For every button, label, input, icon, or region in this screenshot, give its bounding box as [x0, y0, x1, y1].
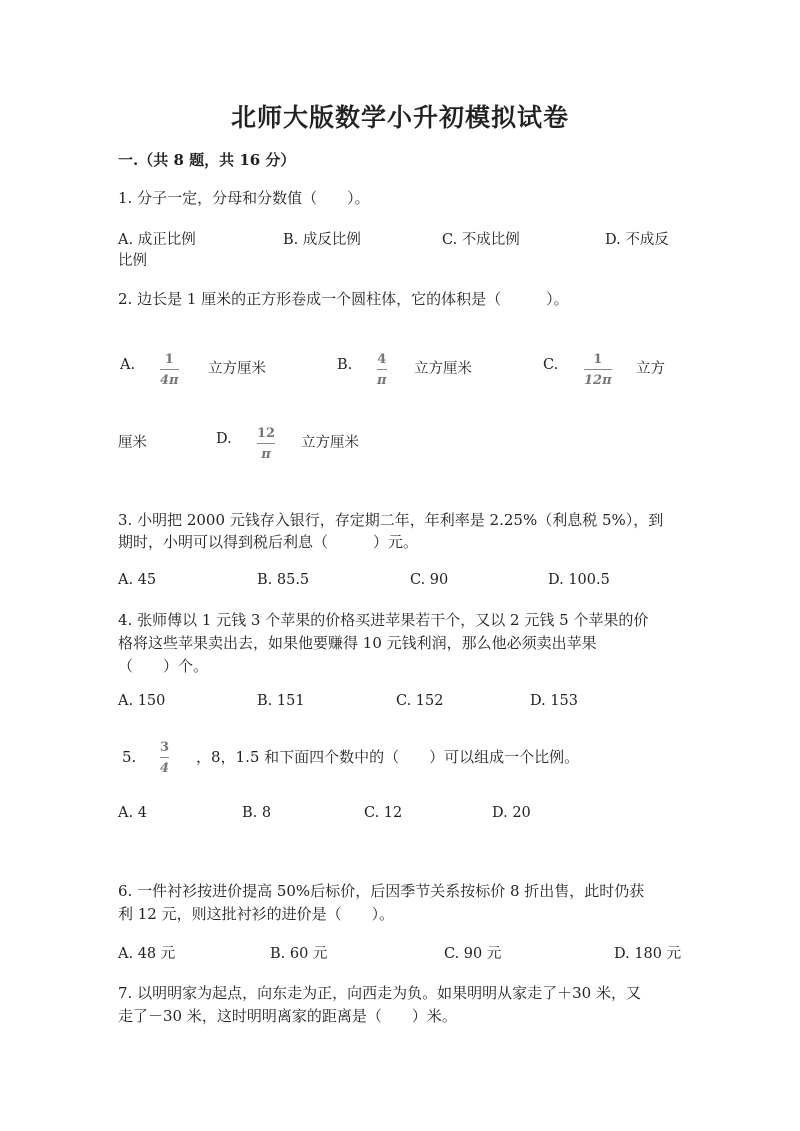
q6-option-d: D. 180 元: [614, 946, 682, 962]
question-4-line-3: （ ）个。: [118, 657, 209, 675]
question-1-text: 1. 分子一定，分母和分数值（ ）。: [118, 189, 370, 207]
fraction-denominator: π: [377, 373, 387, 388]
q5-option-d: D. 20: [492, 805, 531, 821]
q1-option-c: C. 不成比例: [442, 232, 520, 248]
q4-option-a: A. 150: [118, 693, 166, 709]
q4-option-d: D. 153: [530, 693, 579, 709]
question-3-line-1: 3. 小明把 2000 元钱存入银行，存定期二年，年利率是 2.25%（利息税 5%），到: [118, 511, 664, 529]
q4-option-c: C. 152: [396, 693, 444, 709]
fraction-denominator: 12π: [584, 373, 612, 388]
q3-option-b: B. 85.5: [257, 572, 310, 588]
q2-option-b-unit: 立方厘米: [414, 361, 472, 377]
q5-option-b: B. 8: [242, 805, 272, 821]
q2-option-a-label: A.: [120, 357, 136, 373]
fraction-denominator: 4π: [160, 373, 179, 388]
q1-option-b: B. 成反比例: [283, 232, 361, 248]
q2-option-c-unit: 立方: [636, 361, 665, 377]
question-7-line-1: 7. 以明明家为起点，向东走为正，向西走为负。如果明明从家走了＋30 米，又: [118, 984, 641, 1002]
fraction-numerator: 3: [160, 740, 170, 755]
q4-option-b: B. 151: [257, 693, 305, 709]
question-6-line-2: 利 12 元，则这批衬衫的进价是（ ）。: [118, 905, 395, 923]
page-title: 北师大版数学小升初模拟试卷: [230, 103, 569, 132]
question-5-label: 5.: [122, 748, 137, 766]
q5-fraction: [160, 740, 169, 776]
q2-option-b-fraction: [377, 352, 387, 388]
fraction-numerator: 1: [593, 352, 603, 367]
q1-option-d-wrap: 比例: [118, 253, 147, 269]
q6-option-a: A. 48 元: [118, 946, 176, 962]
q2-option-c-label: C.: [543, 357, 559, 373]
fraction-numerator: 12: [257, 426, 276, 441]
q2-option-c-wrap: 厘米: [118, 435, 147, 451]
q6-option-b: B. 60 元: [270, 946, 328, 962]
fraction-numerator: 4: [377, 352, 387, 367]
q2-option-a-unit: 立方厘米: [208, 361, 266, 377]
fraction-numerator: 1: [164, 352, 174, 367]
q2-option-d-label: D.: [216, 431, 232, 447]
section-heading: 一.（共 8 题，共 16 分）: [118, 151, 296, 169]
q3-option-d: D. 100.5: [548, 572, 610, 588]
fraction-bar: [257, 443, 275, 444]
question-3-line-2: 期时，小明可以得到税后利息（ ）元。: [118, 533, 419, 551]
fraction-denominator: π: [261, 447, 271, 462]
question-2-text: 2. 边长是 1 厘米的正方形卷成一个圆柱体，它的体积是（ ）。: [118, 290, 569, 308]
q2-option-b-label: B.: [337, 357, 353, 373]
q2-option-c-fraction: [584, 352, 612, 388]
q5-option-a: A. 4: [118, 805, 147, 821]
q3-option-a: A. 45: [118, 572, 157, 588]
q1-option-d: D. 不成反: [605, 232, 669, 248]
q5-option-c: C. 12: [364, 805, 403, 821]
question-4-line-2: 格将这些苹果卖出去，如果他要赚得 10 元钱利润，那么他必须卖出苹果: [118, 634, 597, 652]
question-4-line-1: 4. 张师傅以 1 元钱 3 个苹果的价格买进苹果若干个，又以 2 元钱 5 个苹果的价: [118, 611, 649, 629]
q2-option-d-fraction: [257, 426, 275, 462]
question-6-line-1: 6. 一件衬衫按进价提高 50%后标价，后因季节关系按标价 8 折出售，此时仍获: [118, 882, 645, 900]
q2-option-a-fraction: [160, 352, 179, 388]
q3-option-c: C. 90: [410, 572, 449, 588]
q6-option-c: C. 90 元: [444, 946, 502, 962]
question-5-text: ，8，1.5 和下面四个数中的（ ）可以组成一个比例。: [196, 748, 580, 766]
fraction-denominator: 4: [160, 761, 170, 776]
fraction-bar: [584, 369, 612, 370]
fraction-bar: [160, 757, 169, 758]
fraction-bar: [160, 369, 179, 370]
q1-option-a: A. 成正比例: [118, 232, 196, 248]
fraction-bar: [377, 369, 387, 370]
question-7-line-2: 走了－30 米，这时明明离家的距离是（ ）米。: [118, 1007, 457, 1025]
q2-option-d-unit: 立方厘米: [301, 435, 359, 451]
